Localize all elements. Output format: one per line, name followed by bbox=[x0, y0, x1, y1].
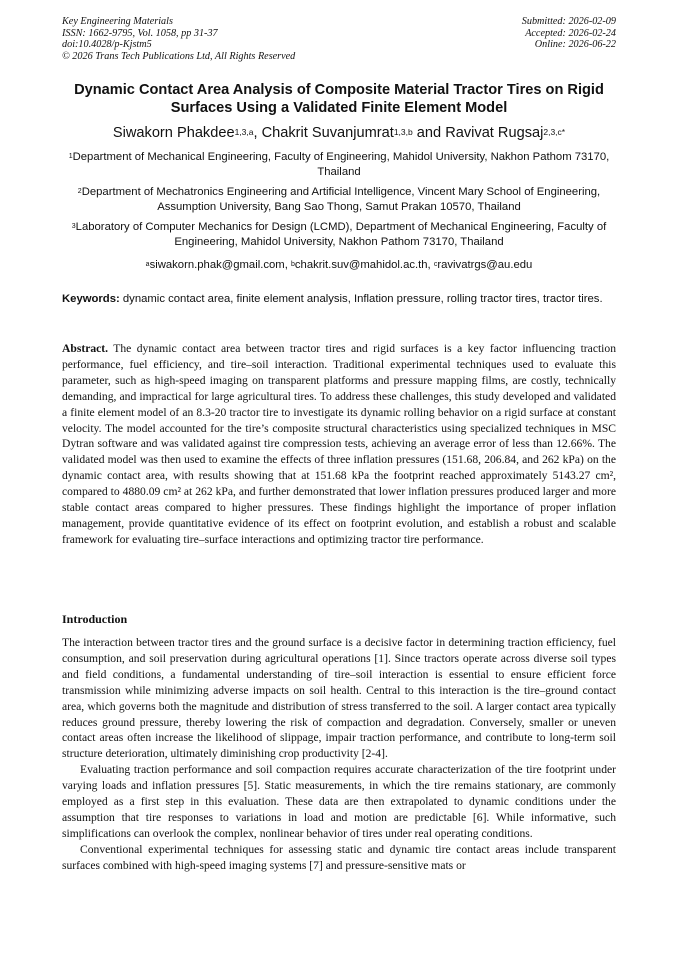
keywords-text: dynamic contact area, finite element analysis, Inflation pressure, rolling tractor tires, tractor tires. bbox=[119, 293, 603, 305]
abstract-label: Abstract. bbox=[62, 342, 109, 355]
paper-title: Dynamic Contact Area Analysis of Composite Material Tractor Tires on Rigid Surfaces Using a Validated Finite Element Model bbox=[74, 82, 604, 116]
email-mark: c bbox=[433, 261, 438, 268]
author-separator: and bbox=[412, 125, 446, 141]
introduction-body bbox=[62, 635, 616, 874]
affiliation bbox=[62, 220, 616, 249]
journal-doi: doi:10.4028/p-Kjstm5 bbox=[62, 39, 152, 51]
journal-copyright: © 2026 Trans Tech Publications Ltd, All Rights Reserved bbox=[62, 50, 296, 62]
abstract bbox=[62, 341, 616, 548]
section-heading-introduction: Introduction bbox=[62, 612, 128, 626]
email-link[interactable]: chakrit.suv@mahidol.ac.th, bbox=[294, 259, 434, 271]
affiliation bbox=[62, 185, 616, 214]
submission-dates bbox=[522, 16, 616, 51]
author-affil-mark: 1,3,b bbox=[393, 127, 413, 137]
date-submitted: Submitted: 2026-02-09 bbox=[521, 16, 616, 27]
author-affil-mark: 1,3,a bbox=[234, 127, 254, 137]
paragraph: Conventional experimental techniques for assessing static and dynamic tire contact areas include transparent surfaces combined with high-speed imaging systems [7] and pressure-sensitive mats or bbox=[62, 842, 616, 872]
paragraph: Evaluating traction performance and soil compaction requires accurate characterization of the tire footprint under varying loads and inflation pressures [5]. Static measurements, in which the tire remains stationary, are commonly employed as a first step in this evaluation. These data are then extrapolated to dynamic conditions under the assumption that tire responses to variations in load and motion are predictable [6]. While informative, such simplifications can overlook the complex, nonlinear behavior of tires under real operating conditions. bbox=[62, 763, 616, 840]
journal-name: Key Engineering Materials bbox=[62, 16, 173, 27]
author-name: Ravivat Rugsaj bbox=[445, 125, 544, 141]
email-mark: b bbox=[291, 261, 295, 268]
journal-issn: ISSN: 1662-9795, Vol. 1058, pp 31-37 bbox=[62, 27, 218, 39]
email-mark: a bbox=[145, 261, 150, 268]
affiliation-mark: 2 bbox=[77, 188, 82, 195]
author-name: Siwakorn Phakdee bbox=[112, 125, 235, 141]
abstract-text: The dynamic contact area between tractor tires and rigid surfaces is a key factor influencing traction performance, fuel efficiency, and tire–soil interaction. Traditional experimental techniques used to evaluate this parameter, such as high-speed imaging on transparent platforms and pressure mapping films, are costly, technically demanding, and impractical for large agricultural tires. To address these challenges, this study developed and validated a finite element model of an 8.3-20 tractor tire to investigate its dynamic rolling behavior on a rigid surface at constant velocity. The model accounted for the tire’s composite structural characteristics using specialized techniques in MSC Dytran software and was validated against tire compression tests, achieving an average error of less than 12.66%. The validated model was then used to examine the effects of three inflation pressures (151.68, 206.84, and 262 kPa) on the dynamic contact area, with results showing that at 151.68 kPa the footprint reached approximately 5143.27 cm², compared to 4880.09 cm² at 262 kPa, and further demonstrated that lower inflation pressures produced larger and more stable contact areas compared to higher pressures. These findings highlight the importance of proper inflation management, provide quantitative evidence of its effect on footprint evolution, and establish a robust and scalable framework for evaluating tire–surface interactions and optimizing tractor tire performance. bbox=[62, 342, 616, 546]
email-link[interactable]: ravivatrgs@au.edu bbox=[437, 259, 533, 271]
affiliation-text: Laboratory of Computer Mechanics for Design (LCMD), Department of Mechanical Engineering, Faculty of Engineering, Mahidol University, Nakhon Pathom 73170, Thailand bbox=[75, 221, 607, 248]
date-online: Online: 2026-06-22 bbox=[534, 39, 616, 51]
author-affil-mark: 2,3,c* bbox=[543, 127, 566, 137]
paragraph: The interaction between tractor tires and the ground surface is a decisive factor in determining traction efficiency, fuel consumption, and soil preservation during agricultural operations [1]. Since tractors operate across diverse soil types and field conditions, a fundamental understanding of tire–soil interaction is essential to ensure efficient force transmission while minimizing adverse impacts on soil health. Central to this interaction is the tire–ground contact area, which governs both the magnitude and distribution of stress transferred to the soil. A larger contact area typically reduces ground pressure, thereby lowering the risk of compaction and degradation. Conversely, smaller or uneven contact areas often increase the likelihood of slippage, impair traction performance, and contribute to long-term soil structure deterioration, ultimately diminishing crop productivity [2-4]. bbox=[62, 636, 616, 761]
affiliation bbox=[62, 150, 616, 179]
author-list bbox=[40, 124, 638, 142]
author-name: Chakrit Suvanjumrat bbox=[261, 125, 394, 141]
author-separator: , bbox=[253, 125, 262, 141]
affiliation-mark: 3 bbox=[71, 223, 76, 230]
date-accepted: Accepted: 2026-02-24 bbox=[525, 27, 616, 39]
journal-info bbox=[62, 16, 295, 62]
keywords-label: Keywords: bbox=[62, 293, 120, 305]
affiliation-text: Department of Mechanical Engineering, Faculty of Engineering, Mahidol University, Nakhon Pathom 73170, Thailand bbox=[72, 151, 610, 178]
author-emails bbox=[62, 258, 616, 272]
email-link[interactable]: siwakorn.phak@gmail.com, bbox=[149, 259, 291, 271]
affiliation-text: Department of Mechatronics Engineering and Artificial Intelligence, Vincent Mary School of Engineering, Assumption University, Bang Sao Thong, Samut Prakan 10570, Thailand bbox=[81, 186, 601, 213]
affiliation-mark: 1 bbox=[68, 153, 73, 160]
keywords bbox=[62, 292, 616, 306]
